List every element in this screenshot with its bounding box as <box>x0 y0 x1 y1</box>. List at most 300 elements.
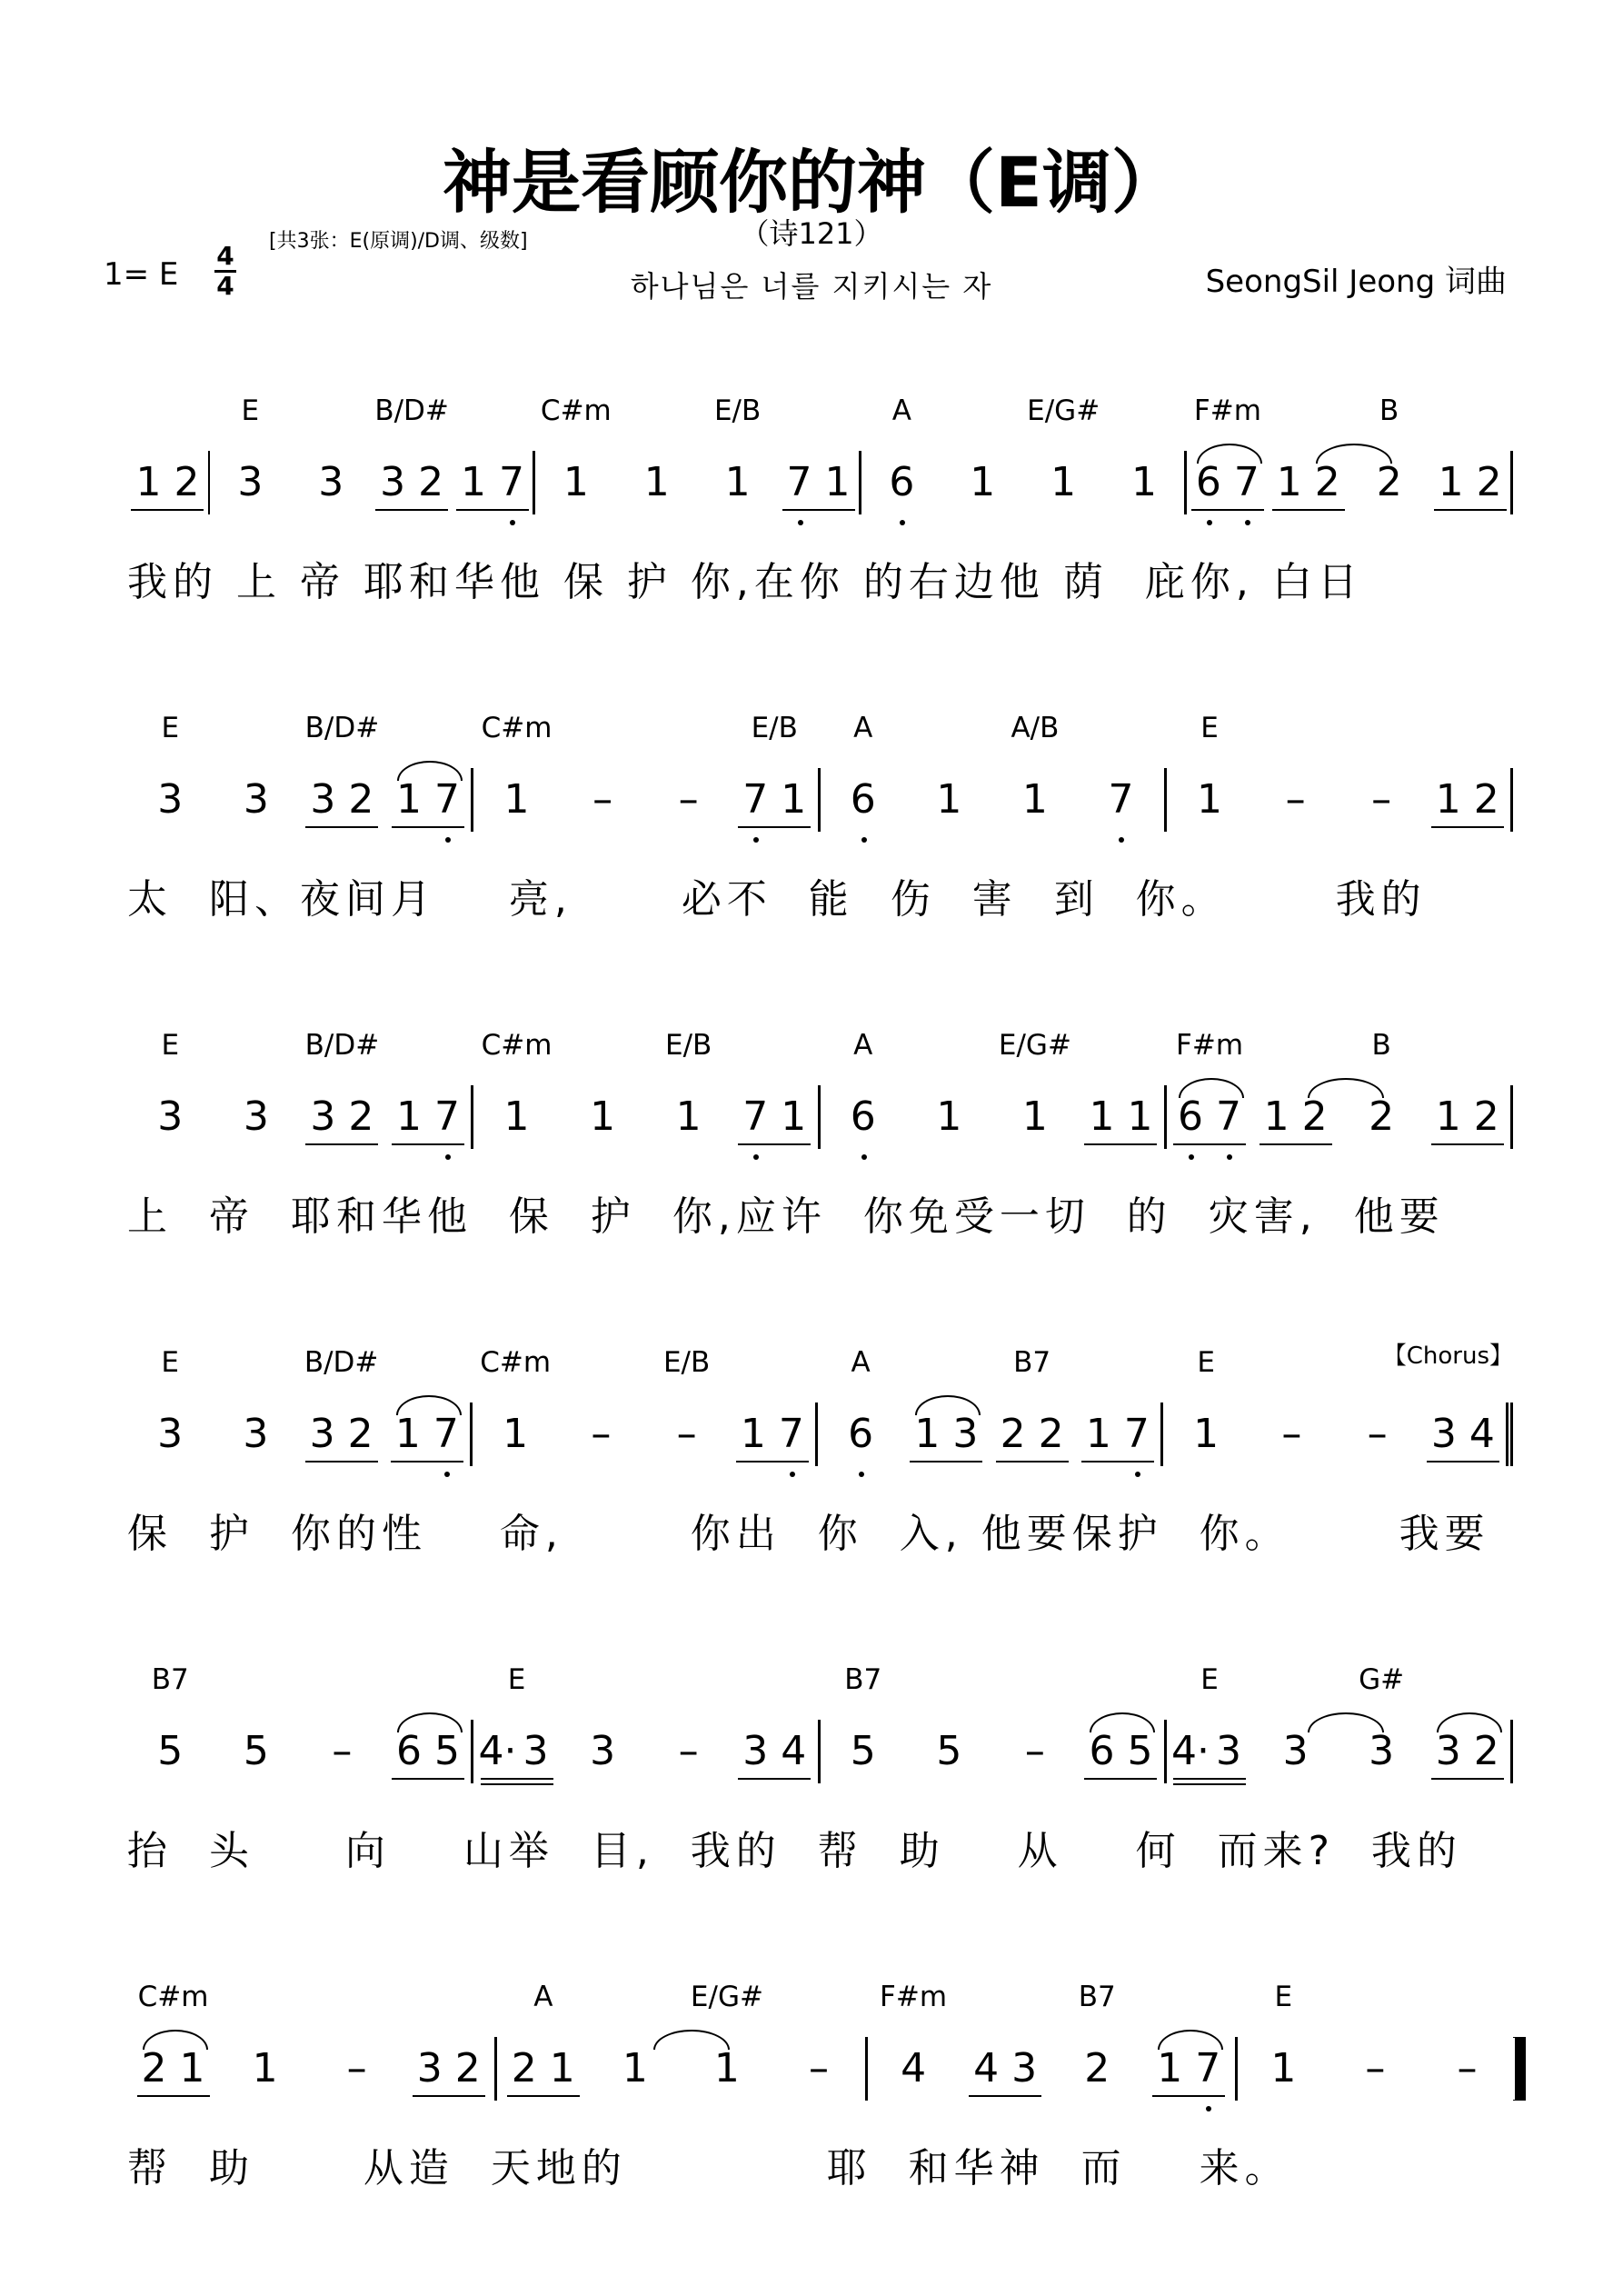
note: 4 <box>973 2045 1000 2091</box>
beat <box>291 451 372 514</box>
note: 6 <box>841 1412 880 1457</box>
chord-symbol: E <box>1200 1663 1219 1696</box>
beat <box>861 394 942 514</box>
note: 1 <box>1438 459 1464 505</box>
beat <box>473 1663 560 1783</box>
beat <box>558 1403 643 1466</box>
note: 2 <box>141 2045 167 2091</box>
chord-symbol: E <box>1274 1981 1293 2013</box>
note: 1 <box>395 1093 422 1140</box>
note: 1 <box>252 2045 278 2091</box>
staff-row <box>127 712 1513 868</box>
chord-row <box>127 1029 1513 1065</box>
note: 1 <box>713 2045 740 2091</box>
beat <box>385 1085 472 1149</box>
note: 1 <box>394 1411 421 1457</box>
note: 1 <box>503 1411 529 1457</box>
chord-row <box>127 394 1513 431</box>
note: 7 <box>1189 2046 1227 2091</box>
note-group <box>1016 1729 1054 1774</box>
note: 6 <box>1190 460 1228 505</box>
beat <box>473 712 560 832</box>
measure <box>1167 1663 1513 1783</box>
note: 1 <box>1089 1093 1115 1140</box>
korean-title: 하나님은 너를 지키시는 자 <box>630 269 993 304</box>
measure <box>497 1981 867 2101</box>
note: – <box>1371 776 1392 823</box>
chord-symbol: E <box>161 1029 180 1062</box>
chord-symbol: A <box>853 712 873 744</box>
staff-line <box>127 394 1513 613</box>
note-group <box>1080 1412 1156 1457</box>
note-group <box>894 2046 932 2091</box>
tie-arc <box>1197 444 1262 464</box>
chord-symbol: A <box>853 1029 873 1062</box>
note-group <box>930 1094 968 1140</box>
note-group <box>582 1412 620 1457</box>
note: 3 <box>1435 1728 1461 1774</box>
measure <box>868 1981 1238 2101</box>
note-group <box>304 777 380 823</box>
tie-arc <box>1179 1078 1244 1098</box>
note: – <box>591 1411 612 1457</box>
note: 2 <box>348 776 374 823</box>
note: 3 <box>523 1728 549 1774</box>
note: 3 <box>157 776 184 823</box>
note-group <box>841 1412 880 1457</box>
tie-arc <box>1090 1712 1155 1732</box>
note: 2 <box>418 459 444 505</box>
beat <box>616 451 697 514</box>
note-group <box>496 1412 534 1457</box>
beat <box>1424 1720 1510 1783</box>
note-group <box>781 460 857 505</box>
note-group <box>1082 1094 1159 1140</box>
note: 6 <box>1089 1728 1115 1774</box>
note: 6 <box>882 460 921 505</box>
note-group <box>1429 1729 1506 1774</box>
note: 1 <box>590 1093 616 1140</box>
note-group <box>1362 777 1400 823</box>
note: – <box>808 2045 829 2091</box>
measure <box>1167 1029 1513 1149</box>
note-group <box>844 777 882 823</box>
time-signature <box>214 241 236 301</box>
note: – <box>1281 1411 1302 1457</box>
note-group <box>1190 777 1229 823</box>
note-group <box>583 1729 622 1774</box>
note: 7 <box>736 777 774 823</box>
chord-symbol: C#m <box>480 1346 552 1379</box>
measure <box>210 394 536 514</box>
beat <box>1075 1403 1160 1466</box>
staff-line <box>127 1343 1513 1564</box>
note: 1 <box>914 1411 941 1457</box>
note: 2 <box>1473 776 1499 823</box>
beat <box>127 1029 214 1149</box>
note: 5 <box>157 1728 184 1774</box>
beat <box>299 1346 384 1466</box>
note-group <box>1362 1729 1400 1774</box>
measure <box>821 1663 1167 1783</box>
measure <box>821 712 1167 832</box>
note-group <box>1264 2046 1302 2091</box>
chord-symbol: E <box>161 712 180 744</box>
note: 1 <box>1435 776 1461 823</box>
chord-row <box>127 1981 1513 2017</box>
note-group <box>1082 1729 1159 1774</box>
measure <box>127 1663 473 1783</box>
note: 3 <box>1011 2045 1038 2091</box>
note-group <box>1190 460 1266 505</box>
note: 4 <box>1469 1411 1495 1457</box>
staff-line <box>127 712 1513 930</box>
note: 1 <box>503 776 530 823</box>
beat <box>868 1981 960 2101</box>
note: 1 <box>675 1093 702 1140</box>
note: 1 <box>1085 1411 1111 1457</box>
chord-symbol: A <box>533 1981 553 2013</box>
note: 1 <box>824 459 851 505</box>
note: 6 <box>844 1094 882 1140</box>
beat <box>1421 2037 1513 2101</box>
author-credit: SeongSil Jeong 词曲 <box>1205 264 1507 300</box>
note-group <box>583 1094 622 1140</box>
lyrics: 保 护 你的性 命, 你出 你 入, 他要保护 你。 我要 <box>127 1511 1490 1557</box>
lyrics: 帮 助 从造 天地的 耶 和华神 而 来。 <box>127 2145 1290 2191</box>
note-group <box>498 1094 536 1140</box>
note-group <box>454 460 531 505</box>
note: 7 <box>1210 1094 1248 1140</box>
note-group <box>1171 1094 1248 1140</box>
chord-symbol: F#m <box>1193 394 1261 427</box>
note-group <box>505 2046 582 2091</box>
note: 5 <box>936 1728 962 1774</box>
note: 4· <box>478 1728 517 1774</box>
lyrics: 我的 上 帝 耶和华他 保 护 你,在你 的右边他 荫 庇你, 白日 <box>127 559 1363 605</box>
note-group <box>231 460 269 505</box>
note: 4 <box>781 1728 807 1774</box>
note-group <box>389 1412 465 1457</box>
note-group <box>338 2046 376 2091</box>
beat <box>772 2037 864 2101</box>
note: – <box>1457 2045 1478 2091</box>
beat <box>778 451 859 514</box>
note: 2 <box>347 1411 373 1457</box>
beat <box>1163 1346 1249 1466</box>
chord-symbol: E/B <box>713 394 762 427</box>
beat <box>473 1346 558 1466</box>
note-group <box>994 1412 1070 1457</box>
note-group <box>323 1729 361 1774</box>
tie-arc <box>653 2030 730 2050</box>
beat <box>1104 451 1185 514</box>
note: 1 <box>1270 2045 1297 2091</box>
note-group <box>1448 2046 1486 2091</box>
note-group <box>1171 1729 1248 1774</box>
beat <box>385 1720 472 1783</box>
note-group <box>1125 460 1163 505</box>
beat <box>560 1720 646 1783</box>
note: 3 <box>590 1728 616 1774</box>
beat <box>990 1346 1075 1466</box>
beat <box>1424 768 1510 832</box>
lyrics: 抬 头 向 山举 目, 我的 帮 助 从 何 而来? 我的 <box>127 1828 1462 1874</box>
note: 1 <box>395 776 422 823</box>
note: 7 <box>428 777 466 823</box>
beat <box>385 768 472 832</box>
beat <box>127 1981 219 2101</box>
note-group <box>930 1729 968 1774</box>
beat <box>127 1663 214 1783</box>
note-group <box>237 777 275 823</box>
note: 2 <box>1476 459 1502 505</box>
beat <box>645 1720 732 1783</box>
note: 3 <box>243 776 269 823</box>
beat <box>1335 1403 1420 1466</box>
note: – <box>346 2045 367 2091</box>
staff-row <box>127 1663 1513 1820</box>
note: 1 <box>503 1093 530 1140</box>
note: 7 <box>772 1412 811 1457</box>
note-group <box>800 2046 838 2091</box>
note: 7 <box>736 1094 774 1140</box>
note: 3 <box>1282 1728 1309 1774</box>
chorus-label: 【Chorus】 <box>1382 1343 1513 1370</box>
beat <box>210 394 291 514</box>
measure <box>127 712 473 832</box>
note-group <box>736 1094 812 1140</box>
beat <box>1339 1029 1425 1149</box>
beat <box>697 394 778 514</box>
chord-symbol: B7 <box>844 1663 882 1696</box>
note-group <box>670 1729 708 1774</box>
note: 1 <box>1021 776 1048 823</box>
beat <box>903 1403 989 1466</box>
chord-symbol: E/B <box>662 1346 711 1379</box>
note-group <box>1150 2046 1227 2091</box>
beat <box>299 1720 385 1783</box>
chord-symbol: B/D# <box>374 394 449 427</box>
note-group <box>411 2046 487 2091</box>
note: 1 <box>1127 1093 1153 1140</box>
note-group <box>844 1094 882 1140</box>
note: 1 <box>549 2045 575 2091</box>
chord-symbol: B7 <box>1078 1981 1116 2013</box>
note-group <box>237 1094 275 1140</box>
note-group <box>882 460 921 505</box>
beat <box>311 2037 403 2101</box>
note: 3 <box>1369 1728 1395 1774</box>
note: 1 <box>781 776 807 823</box>
note: 1 <box>936 776 962 823</box>
chord-symbol: E <box>1197 1346 1215 1379</box>
beat <box>1078 1720 1164 1783</box>
note-group <box>1016 1094 1054 1140</box>
note-group <box>1429 1094 1506 1140</box>
measure <box>473 1029 820 1149</box>
note: 3 <box>380 459 406 505</box>
beat <box>681 1981 772 2101</box>
note: 7 <box>427 1412 465 1457</box>
note: 3 <box>243 1093 269 1140</box>
chord-symbol: B7 <box>1013 1346 1051 1379</box>
note: 1 <box>1197 776 1223 823</box>
beat <box>127 712 214 832</box>
note: 1 <box>1021 1093 1048 1140</box>
beat <box>1349 394 1429 514</box>
note: 1 <box>1435 1093 1461 1140</box>
note-group <box>1270 460 1347 505</box>
beat <box>906 768 992 832</box>
beat <box>299 712 385 832</box>
beat <box>299 1029 385 1149</box>
chord-symbol: E <box>1200 712 1219 744</box>
beat <box>384 1403 470 1466</box>
beat <box>473 1029 560 1149</box>
tie-arc <box>1316 444 1392 464</box>
beat <box>1249 1403 1334 1466</box>
beat <box>732 712 818 832</box>
note-group <box>670 1094 708 1140</box>
note-group <box>246 2046 284 2091</box>
note: 2 <box>454 2045 481 2091</box>
measure <box>1238 1981 1513 2101</box>
note-group <box>1187 1412 1225 1457</box>
note: 1 <box>643 459 670 505</box>
note-group <box>390 1729 466 1774</box>
chord-symbol: B/D# <box>304 712 380 744</box>
note: 1 <box>724 459 751 505</box>
note: 7 <box>1118 1412 1156 1457</box>
beat <box>497 1981 589 2101</box>
measure <box>473 1346 818 1466</box>
beat <box>213 1403 298 1466</box>
note: 1 <box>781 1093 807 1140</box>
note: 1 <box>970 459 996 505</box>
note: – <box>1285 776 1306 823</box>
beat <box>560 768 646 832</box>
note: 1 <box>179 2045 205 2091</box>
note: 1 <box>563 459 589 505</box>
beat <box>906 1085 992 1149</box>
note: 7 <box>493 460 531 505</box>
chord-row <box>127 1663 1513 1700</box>
chord-row <box>127 712 1513 748</box>
note: 2 <box>1301 1093 1328 1140</box>
note: 4· <box>1171 1728 1210 1774</box>
time-top: 4 <box>216 241 234 271</box>
chord-symbol: F#m <box>1176 1029 1244 1062</box>
measure <box>818 1346 1163 1466</box>
chord-symbol: E <box>241 394 260 427</box>
note-group <box>304 1412 380 1457</box>
beat <box>992 1720 1079 1783</box>
note-group <box>151 777 189 823</box>
note: 1 <box>135 459 162 505</box>
tie-arc <box>396 1395 462 1415</box>
beat <box>821 712 907 832</box>
beat <box>1420 1403 1506 1466</box>
note-group <box>844 1729 882 1774</box>
tie-arc <box>915 1395 981 1415</box>
beat <box>1187 394 1268 514</box>
note: 3 <box>742 1728 769 1774</box>
beat <box>730 1403 815 1466</box>
note: 7 <box>1228 460 1266 505</box>
beat <box>372 394 453 514</box>
note-group <box>719 460 757 505</box>
note: 2 <box>1369 1093 1395 1140</box>
beat <box>1143 2037 1235 2101</box>
note: 2 <box>348 1093 374 1140</box>
beat <box>645 1029 732 1149</box>
beat <box>992 712 1079 832</box>
note: 7 <box>781 460 819 505</box>
note: – <box>1365 2045 1386 2091</box>
key-signature: 1= E <box>104 256 179 293</box>
note: 6 <box>395 1728 422 1774</box>
note: 3 <box>310 1093 336 1140</box>
scripture-reference: （诗121） <box>740 216 883 251</box>
beat <box>127 451 208 514</box>
beat <box>645 768 732 832</box>
note: 1 <box>1263 1093 1289 1140</box>
note-group <box>1370 460 1409 505</box>
note-group <box>583 777 622 823</box>
note: 1 <box>1131 459 1158 505</box>
note-group <box>1101 777 1140 823</box>
beat <box>219 2037 311 2101</box>
chord-symbol: F#m <box>880 1981 948 2013</box>
note: 2 <box>511 2045 537 2091</box>
note: – <box>592 776 613 823</box>
beat <box>732 1085 818 1149</box>
chord-symbol: C#m <box>540 394 612 427</box>
note-group <box>1425 1412 1501 1457</box>
note-group <box>1272 1412 1310 1457</box>
beat <box>1424 1085 1510 1149</box>
chord-symbol: A/B <box>1011 712 1060 744</box>
lyrics: 上 帝 耶和华他 保 护 你,应许 你免受一切 的 灾害, 他要 <box>127 1193 1445 1240</box>
beat <box>644 1346 730 1466</box>
note-group <box>1258 1094 1334 1140</box>
note-group <box>1356 2046 1394 2091</box>
note-group <box>237 1729 275 1774</box>
chord-symbol: E/G# <box>998 1029 1071 1062</box>
note: 3 <box>309 1411 335 1457</box>
note: 1 <box>740 1411 766 1457</box>
note: 2 <box>1000 1411 1026 1457</box>
staff-line <box>127 1663 1513 1882</box>
measure <box>535 394 861 514</box>
note: 3 <box>157 1411 184 1457</box>
measure <box>127 1981 497 2101</box>
measure <box>1187 394 1513 514</box>
note-group <box>373 460 450 505</box>
note: 2 <box>1473 1728 1499 1774</box>
note-group <box>1429 777 1506 823</box>
chord-symbol: B <box>1379 394 1399 427</box>
note-group <box>1044 460 1082 505</box>
note-group <box>668 1412 706 1457</box>
note: 2 <box>1084 2045 1110 2091</box>
note: 5 <box>850 1728 876 1774</box>
chord-symbol: A <box>891 394 911 427</box>
beat <box>127 1346 213 1466</box>
note-group <box>736 1729 812 1774</box>
note: – <box>678 1728 699 1774</box>
